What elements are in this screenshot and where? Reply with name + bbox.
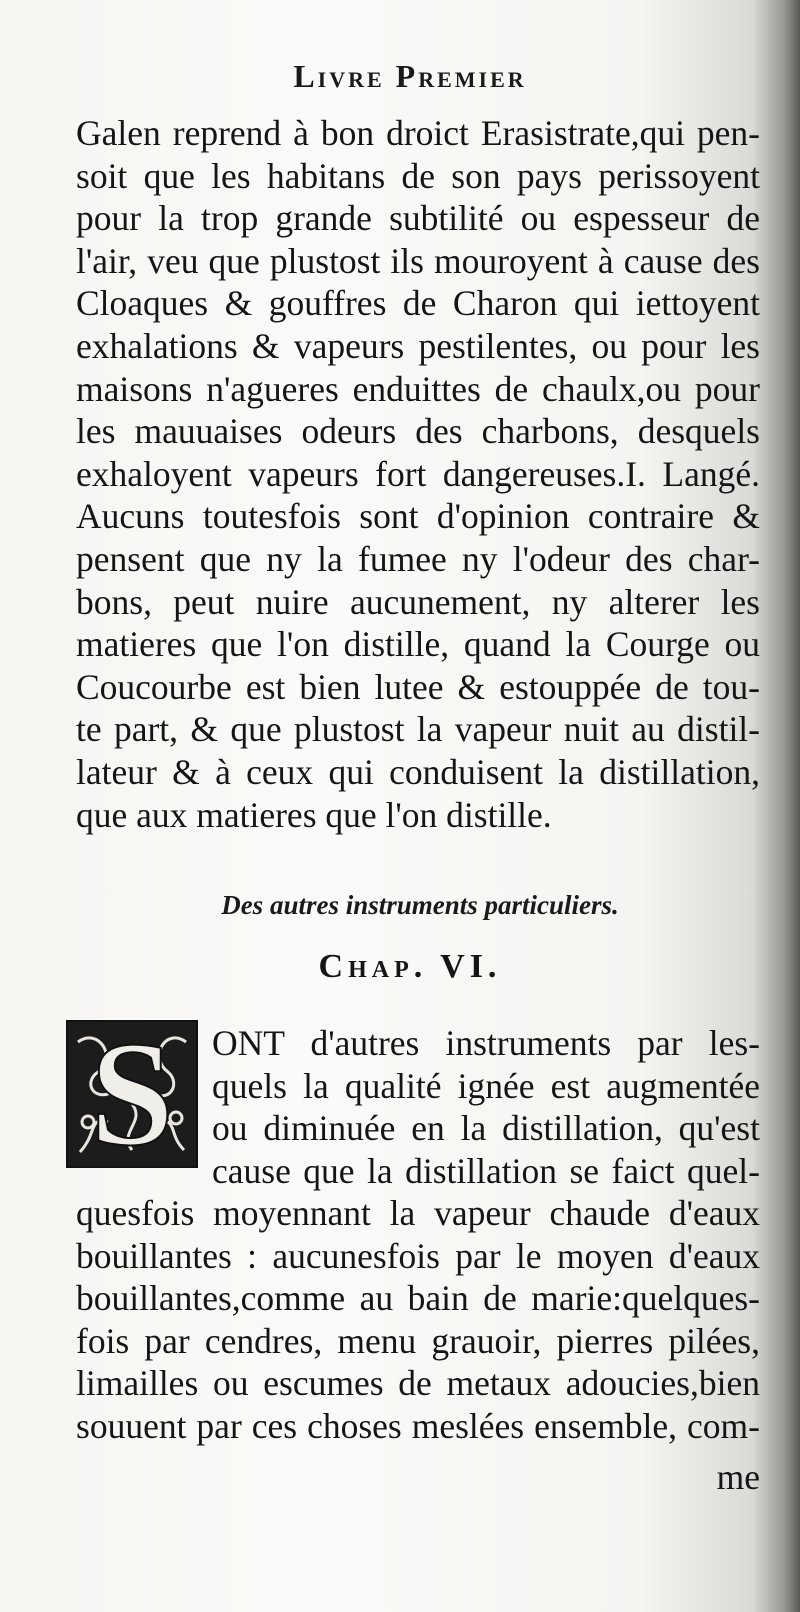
text-line: lateur & à ceux qui conduisent la distillation, (76, 751, 760, 792)
text-line: ou diminuée en la distillation, qu'est (212, 1108, 760, 1149)
text-line: quesfois moyennant la vapeur chaude d'eaux (76, 1193, 760, 1233)
text-line: Galen reprend à bon droict Erasistrate,qui pen- (76, 113, 760, 153)
text-line: les mauuaises odeurs des charbons, desquels (76, 411, 760, 452)
text-line: que aux matieres que l'on distille. (76, 794, 552, 835)
text-line: Cloaques & gouffres de Charon qui iettoyent (76, 283, 760, 324)
section-title: Des autres instruments particuliers. (221, 890, 619, 920)
text-line: bouillantes,comme au bain de marie:quelques- (76, 1278, 760, 1319)
catchword: me (716, 1457, 760, 1497)
text-line: quels la qualité ignée est augmentée (212, 1065, 760, 1106)
text-line: matieres que l'on distille, quand la Courge ou (76, 624, 760, 665)
text-line: Aucuns toutesfois sont d'opinion contraire & (76, 496, 760, 537)
text-line: pour la trop grande subtilité ou espesseur de (76, 198, 760, 239)
paragraph-2 (76, 1192, 760, 1448)
dropcap-letter: S (90, 1020, 174, 1168)
text-line: exhaloyent vapeurs fort dangereuses.I. Langé. (76, 453, 760, 494)
paragraph-1 (76, 112, 760, 836)
text-line: exhalations & vapeurs pestilentes, ou pour les (76, 325, 760, 366)
text-line: pensent que ny la fumee ny l'odeur des char- (76, 538, 760, 579)
text-line: te part, & que plustost la vapeur nuit au distil- (76, 709, 760, 750)
running-header: Livre Premier (293, 58, 527, 94)
text-line: Coucourbe est bien lutee & estouppée de tou- (76, 666, 760, 707)
text-line: maisons n'agueres enduittes de chaulx,ou pour (76, 368, 760, 409)
text-line: cause que la distillation se faict quel- (212, 1150, 760, 1191)
paragraph-2-indented (212, 1022, 760, 1192)
text-line: ONT d'autres instruments par les- (212, 1023, 760, 1063)
chapter-heading: Chap. VI. (318, 948, 502, 985)
text-line: fois par cendres, menu grauoir, pierres pilées, (76, 1320, 760, 1361)
decorated-initial (66, 1020, 198, 1168)
text-line: souuent par ces choses meslées ensemble, com- (76, 1405, 760, 1446)
text-line: bouillantes : aucunesfois par le moyen d'eaux (76, 1235, 760, 1276)
text-line: l'air, veu que plustost ils mouroyent à cause des (76, 240, 760, 281)
text-line: soit que les habitans de son pays perissoyent (76, 155, 760, 196)
text-line: bons, peut nuire aucunement, ny alterer les (76, 581, 760, 622)
text-line: limailles ou escumes de metaux adoucies,bien (76, 1363, 760, 1404)
